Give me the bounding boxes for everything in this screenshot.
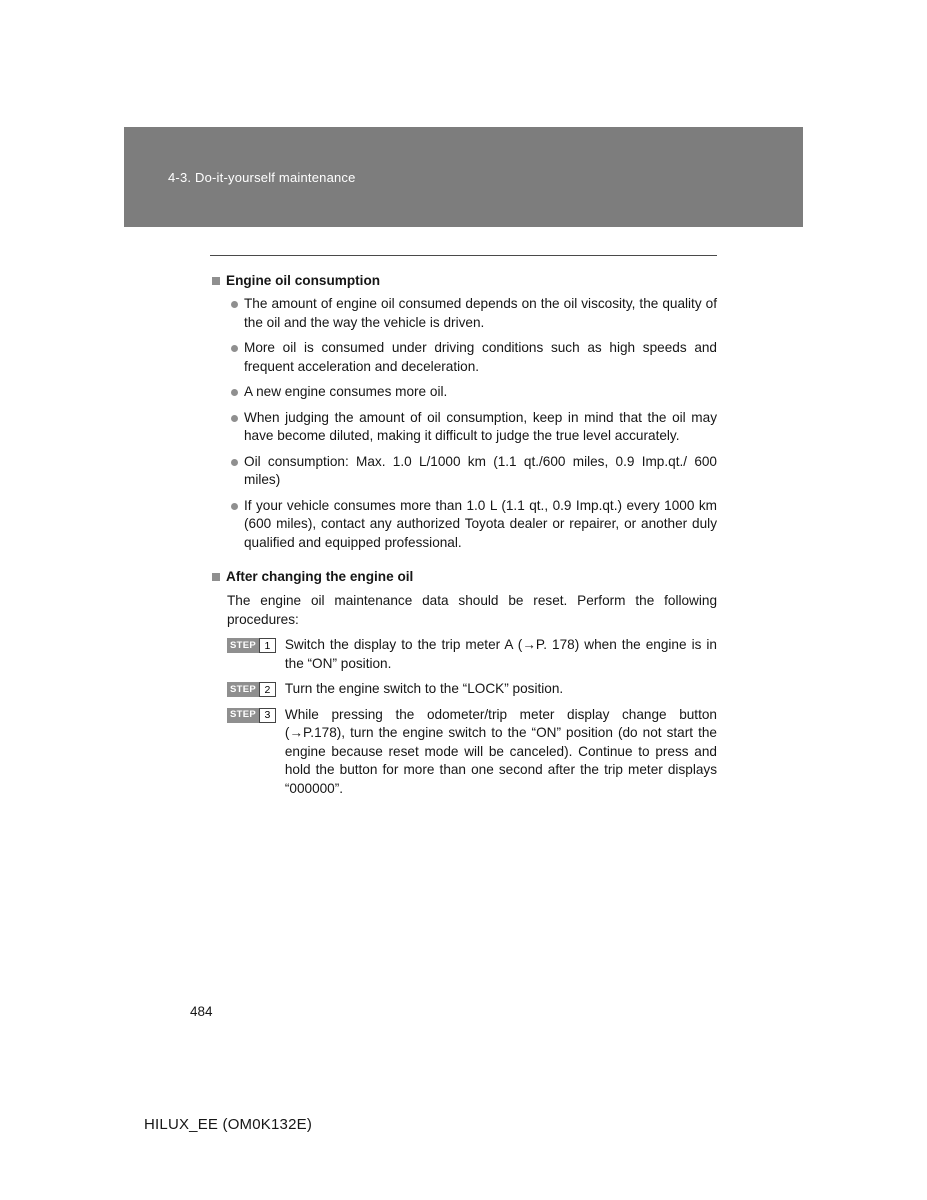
step-badge-number: 1 — [259, 638, 276, 653]
bullet-item — [231, 339, 717, 376]
bullet-text: The amount of engine oil consumed depends on the oil viscosity, the quality of the oil and the way the vehicle is driven. — [244, 296, 717, 330]
step-text: Turn the engine switch to the “LOCK” position. — [284, 681, 564, 696]
bullet-item — [231, 497, 717, 553]
step-badge-label: STEP — [227, 638, 259, 653]
section-intro-text: The engine oil maintenance data should be reset. Perform the following procedures: — [227, 593, 717, 627]
page-number: 484 — [190, 1004, 213, 1019]
circle-bullet-icon — [231, 503, 238, 510]
bullet-text: A new engine consumes more oil. — [244, 384, 448, 399]
bullet-item — [231, 295, 717, 332]
bullet-text: If your vehicle consumes more than 1.0 L (1.1 qt., 0.9 Imp.qt.) every 1000 km (600 miles), contact any authorized Toyota dealer or repairer, or another duly qualified and equipped professional. — [244, 497, 717, 550]
step-text: Switch the display to the trip meter A (→P. 178) when the engine is in the “ON” position. — [284, 637, 717, 671]
step-badge — [227, 638, 276, 653]
bullet-text: More oil is consumed under driving conditions such as high speeds and frequent acceleration and deceleration. — [244, 340, 717, 374]
bullet-text: Oil consumption: Max. 1.0 L/1000 km (1.1 qt./600 miles, 0.9 Imp.qt./ 600 miles) — [244, 453, 717, 487]
section-heading-text: Engine oil consumption — [226, 273, 381, 288]
step-badge — [227, 682, 276, 697]
step-text: While pressing the odometer/trip meter display change button (→P.178), turn the engine switch to the “ON” position (do not start the engine because reset mode will be canceled). Continue to press and hold the button for more than one second after the trip meter displays “000000”. — [284, 706, 717, 796]
circle-bullet-icon — [231, 345, 238, 352]
circle-bullet-icon — [231, 301, 238, 308]
step-item — [227, 680, 717, 699]
section-divider — [210, 255, 717, 256]
step-badge-label: STEP — [227, 682, 259, 697]
circle-bullet-icon — [231, 459, 238, 466]
page-content — [210, 255, 717, 798]
section-heading — [212, 273, 717, 288]
bullet-item — [231, 453, 717, 490]
step-badge-number: 2 — [259, 682, 276, 697]
section-heading — [212, 569, 717, 584]
circle-bullet-icon — [231, 415, 238, 422]
bullet-item — [231, 409, 717, 446]
chapter-breadcrumb: 4-3. Do-it-yourself maintenance — [168, 169, 356, 185]
chapter-header-band — [124, 127, 803, 227]
section-after-changing-engine-oil — [210, 569, 717, 798]
section-heading-text: After changing the engine oil — [226, 569, 414, 584]
square-marker-icon — [212, 573, 220, 581]
step-badge-number: 3 — [259, 708, 276, 723]
bullet-text: When judging the amount of oil consumption, keep in mind that the oil may have become diluted, making it difficult to judge the true level accurately. — [244, 409, 717, 443]
step-item — [227, 636, 717, 673]
step-item — [227, 706, 717, 799]
bullet-item — [231, 383, 717, 402]
circle-bullet-icon — [231, 389, 238, 396]
step-badge — [227, 708, 276, 723]
square-marker-icon — [212, 277, 220, 285]
document-code: HILUX_EE (OM0K132E) — [144, 1116, 313, 1133]
step-badge-label: STEP — [227, 708, 259, 723]
section-engine-oil-consumption — [210, 273, 717, 552]
